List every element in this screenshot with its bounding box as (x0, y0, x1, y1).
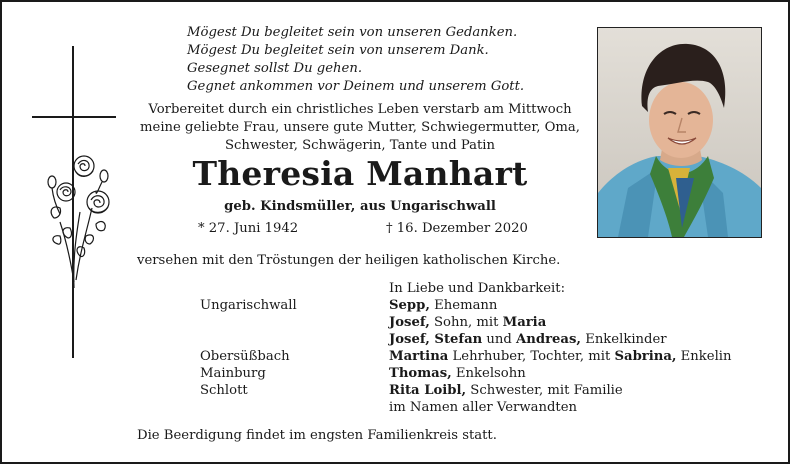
intro-line: meine geliebte Frau, unsere gute Mutter, Schwiegermutter, Oma, (140, 120, 580, 135)
mourner-name: Maria (502, 315, 547, 330)
mourner-name: Josef, Stefan (389, 332, 483, 347)
deceased-name: Theresia Manhart (192, 154, 528, 193)
roses-icon (40, 152, 116, 296)
mourner-names (389, 349, 732, 364)
mourner-relation: Enkelin (676, 349, 732, 364)
poem (187, 24, 524, 96)
mourner-relation: Enkelkinder (581, 332, 667, 347)
closing-header: In Liebe und Dankbarkeit: (389, 281, 566, 296)
intro-text (130, 101, 590, 155)
mourner-place: Schlott (200, 383, 248, 398)
mourner-relation: Ehemann (429, 298, 498, 313)
birth-date: * 27. Juni 1942 (198, 221, 299, 236)
portrait-photo (597, 27, 762, 238)
last-rites-text: versehen mit den Tröstungen der heiligen katholischen Kirche. (137, 253, 561, 268)
portrait-image (598, 28, 761, 237)
intro-line: Vorbereitet durch ein christliches Leben verstarb am Mittwoch (148, 102, 572, 117)
mourner-names (389, 383, 623, 398)
mourner-place: Ungarischwall (200, 298, 297, 313)
poem-line: Mögest Du begleitet sein von unserem Dank. (187, 43, 489, 58)
mourner-relation: und (482, 332, 517, 347)
mourner-place: Mainburg (200, 366, 266, 381)
mourner-relation: im Namen aller Verwandten (389, 400, 578, 415)
funeral-note: Die Beerdigung findet im engsten Familienkreis statt. (137, 428, 497, 443)
mourner-name: Josef, (389, 315, 430, 330)
mourner-name: Martina (389, 349, 449, 364)
mourner-name: Sepp, (389, 298, 430, 313)
mourner-name: Rita Loibl, (389, 383, 467, 398)
cross-icon-bar (32, 116, 116, 118)
mourner-relation: Lehrhuber, Tochter, mit (448, 349, 615, 364)
mourner-names (389, 400, 577, 415)
mourner-relation: Schwester, mit Familie (466, 383, 623, 398)
mourner-relation: Sohn, mit (429, 315, 503, 330)
birth-name: geb. Kindsmüller, aus Ungarischwall (224, 199, 496, 214)
mourner-names (389, 332, 667, 347)
death-date: † 16. Dezember 2020 (386, 221, 528, 236)
mourner-names (389, 298, 497, 313)
mourner-place: Obersüßbach (200, 349, 290, 364)
poem-line: Gesegnet sollst Du gehen. (187, 61, 363, 76)
mourner-name: Sabrina, (614, 349, 677, 364)
mourner-name: Thomas, (389, 366, 452, 381)
mourner-names (389, 366, 526, 381)
poem-line: Gegnet ankommen vor Deinem und unserem Gott. (187, 79, 525, 94)
poem-line: Mögest Du begleitet sein von unseren Gedanken. (187, 25, 518, 40)
mourner-relation: Enkelsohn (451, 366, 526, 381)
intro-line: Schwester, Schwägerin, Tante und Patin (224, 138, 496, 153)
mourner-names (389, 315, 546, 330)
mourner-name: Andreas, (516, 332, 581, 347)
